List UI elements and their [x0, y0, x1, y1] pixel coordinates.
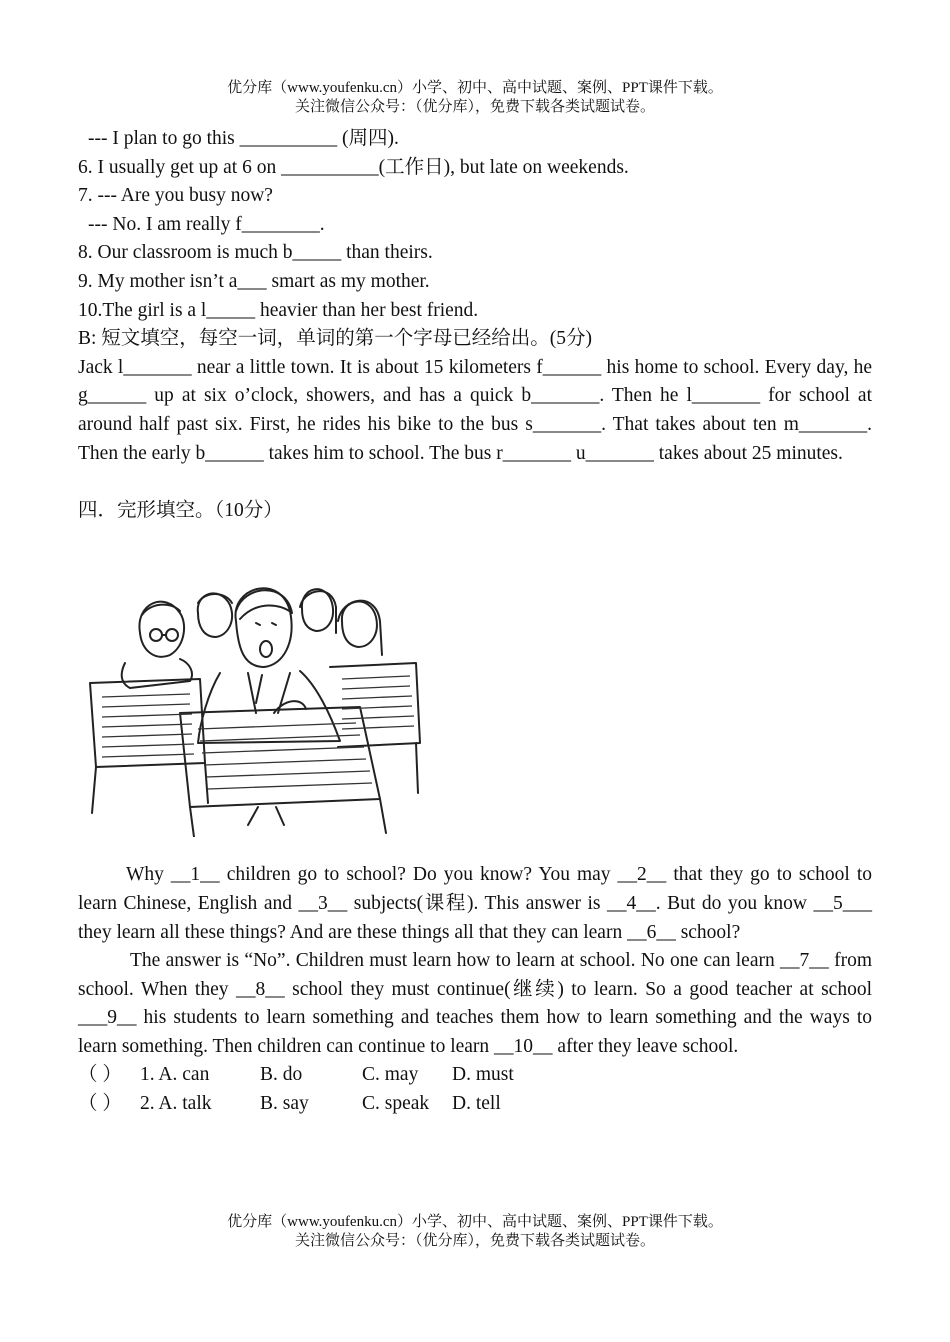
section-a-line: --- I plan to go this __________ (周四).: [88, 128, 399, 149]
option-row: [78, 1090, 872, 1119]
option-b: B. say: [260, 1093, 309, 1115]
section-a-line: 6. I usually get up at 6 on __________(工作日), but late on weekends.: [78, 156, 629, 178]
section-a-line: 10.The girl is a l_____ heavier than her best friend.: [78, 299, 479, 321]
section-a-line: 9. My mother isn’t a___ smart as my mother.: [78, 270, 430, 292]
section-b-heading: B: 短文填空，每空一词，单词的第一个字母已经给出。(5分): [78, 328, 593, 350]
option-a: 1. A. can: [140, 1064, 210, 1086]
answer-paren: （ ）: [78, 1064, 122, 1086]
students-writing-illustration: [80, 563, 428, 837]
section-a-line: 8. Our classroom is much b_____ than theirs.: [78, 242, 433, 264]
section-four-heading: 四．完形填空。（10分）: [78, 499, 283, 521]
option-c: C. may: [362, 1064, 419, 1086]
document-body: [78, 125, 872, 1119]
page-header: [0, 79, 950, 117]
option-c: C. speak: [362, 1093, 430, 1115]
option-d: D. must: [452, 1064, 514, 1086]
header-line-2: 关注微信公众号：（优分库），免费下载各类试题试卷。: [294, 99, 655, 115]
option-a: 2. A. talk: [140, 1093, 212, 1115]
section-a-line: 7. --- Are you busy now?: [78, 185, 273, 207]
footer-line-2: 关注微信公众号：（优分库），免费下载各类试题试卷。: [294, 1233, 655, 1249]
answer-paren: （ ）: [78, 1093, 122, 1115]
cloze-paragraph-1: Why __1__ children go to school? Do you know? You may __2__ that they go to school to learn Chinese, English and __3__ subjects(课程). This answer is __4__. But do you know __5___ they learn all these things? And are these things all that they can learn __6__ school?: [78, 864, 872, 943]
footer-line-1: 优分库（www.youfenku.cn）小学、初中、高中试题、案例、PPT课件下载。: [227, 1214, 723, 1230]
cloze-paragraph-2: The answer is “No”. Children must learn how to learn at school. No one can learn __7__ from school. When they __8__ school they must continue(继续) to learn. So a good teacher at school ___9__ his students to learn something and teaches them how to learn something and the ways to learn something. Then children can continue to learn __10__ after they leave school.: [78, 950, 872, 1057]
page-footer: [0, 1213, 950, 1251]
option-d: D. tell: [452, 1093, 501, 1115]
header-line-1: 优分库（www.youfenku.cn）小学、初中、高中试题、案例、PPT课件下载。: [227, 80, 723, 96]
section-b-passage: Jack l_______ near a little town. It is about 15 kilometers f______ his home to school. Every day, he g______ up at six o’clock, showers, and has a quick b_______. Then he l_______ for school at around half past six. First, he rides his bike to the bus s_______. That takes about ten m_______. Then the early b______ takes him to school. The bus r_______ u_______ takes about 25 minutes.: [78, 356, 872, 464]
option-row: [78, 1061, 872, 1090]
section-a-line: --- No. I am really f________.: [88, 213, 325, 235]
blank-line: [78, 468, 872, 497]
option-b: B. do: [260, 1064, 303, 1086]
